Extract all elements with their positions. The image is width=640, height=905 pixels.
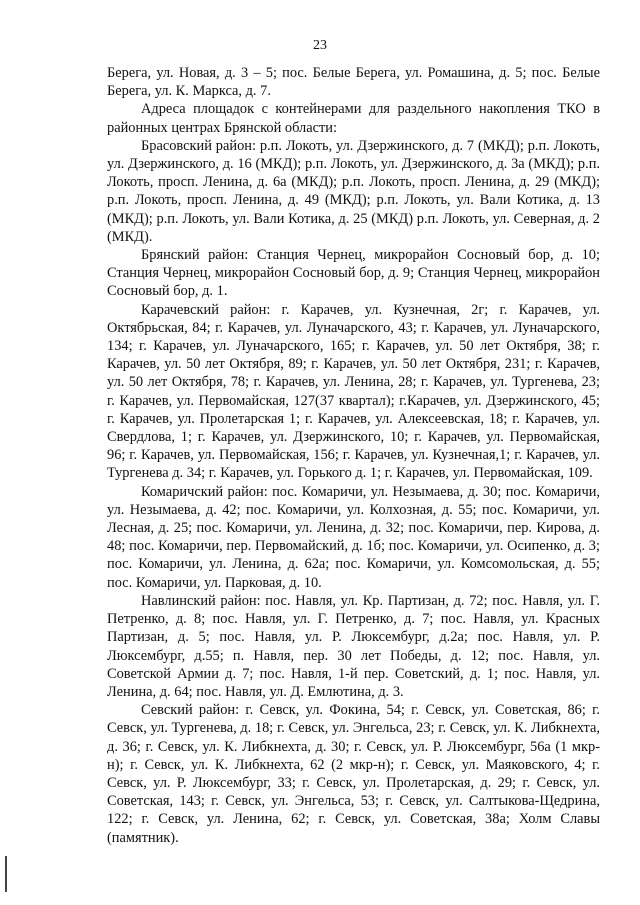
- paragraph-bryansky-district: Брянский район: Станция Чернец, микрорайон Сосновый бор, д. 10; Станция Чернец, микрорайон Сосновый бор, д. 9; Станция Чернец, микрорайон Сосновый бор, д. 1.: [107, 247, 600, 300]
- scan-edge-mark: [5, 856, 7, 892]
- paragraph-brasovsky-district: Брасовский район: р.п. Локоть, ул. Дзержинского, д. 7 (МКД); р.п. Локоть, ул. Дзержинского, д. 16 (МКД); р.п. Локоть, ул. Дзержинского, д. 3а (МКД); р.п. Локоть, просп. Ленина, д. 6а (МКД); р.п. Локоть, просп. Ленина, д. 29 (МКД); р.п. Локоть, просп. Ленина, д. 49 (МКД); р.п. Локоть, ул. Вали Котика, д. 13 (МКД); р.п. Локоть, ул. Вали Котика, д. 25 (МКД) р.п. Локоть, ул. Северная, д. 2 (МКД).: [107, 137, 600, 245]
- paragraph-heading-addresses: Адреса площадок с контейнерами для раздельного накопления ТКО в районных центрах Брянской области:: [107, 101, 600, 136]
- paragraph-karachevsky-district: Карачевский район: г. Карачев, ул. Кузнечная, 2г; г. Карачев, ул. Октябрьская, 84; г. Карачев, ул. Луначарского, 43; г. Карачев, ул. Луначарского, 134; г. Карачев, ул. Луначарского, 165; г. Карачев, ул. 50 лет Октября, 38; г. Карачев, ул. 50 лет Октября, 89; г. Карачев, ул. 50 лет Октября, 231; г. Карачев, ул. 50 лет Октября, 78; г. Карачев, ул. Ленина, 28; г. Карачев, ул. Тургенева, 23; г. Карачев, ул. Первомайская, 127(37 квартал); г.Карачев, ул. Дзержинского, 45; г. Карачев, ул. Пролетарская 1; г. Карачев, ул. Алексеевская, 18; г. Карачев, ул. Свердлова, 1; г. Карачев, ул. Дзержинского, 10; г. Карачев, ул. Первомайская, 96; г. Карачев, ул. Первомайская, 156; г. Карачев, ул. Кузнечная,1; г. Карачев, ул. Тургенева д. 34; г. Карачев, ул. Горького д. 1; г. Карачев, ул. Первомайская, 109.: [107, 301, 600, 482]
- paragraph-navlinsky-district: Навлинский район: пос. Навля, ул. Кр. Партизан, д. 72; пос. Навля, ул. Г. Петренко, д. 8; пос. Навля, ул. Г. Петренко, д. 7; пос. Навля, ул. Красных Партизан, д. 5; пос. Навля, ул. Р. Люксембург, д.2а; пос. Навля, ул. Р. Люксембург, д.55; п. Навля, пер. 30 лет Победы, д. 12; пос. Навля, ул. Советской Армии д. 7; пос. Навля, 1-й пер. Советский, д. 1; пос. Навля, ул. Ленина, д. 64; пос. Навля, ул. Д. Емлютина, д. 3.: [107, 592, 600, 700]
- paragraph-sevsky-district: Севский район: г. Севск, ул. Фокина, 54; г. Севск, ул. Советская, 86; г. Севск, ул. Тургенева, д. 18; г. Севск, ул. Энгельса, 23; г. Севск, ул. К. Либкнехта, д. 36; г. Севск, ул. К. Либкнехта, д. 30; г. Севск, ул. Р. Люксембург, 56а (1 мкр-н); г. Севск, ул. К. Либкнехта, 62 (2 мкр-н); г. Севск, ул. Маяковского, 4; г. Севск, ул. Р. Люксембург, 33; г. Севск, ул. Пролетарская, д. 29; г. Севск, ул. Советская, 143; г. Севск, ул. Энгельса, 53; г. Севск, ул. Салтыкова-Щедрина, 122; г. Севск, ул. Ленина, 62; г. Севск, ул. Советская, 38а; Холм Славы (памятник).: [107, 702, 600, 846]
- document-body: [107, 64, 600, 847]
- paragraph-continuation: Берега, ул. Новая, д. 3 – 5; пос. Белые Берега, ул. Ромашина, д. 5; пос. Белые Берега, ул. К. Маркса, д. 7.: [107, 65, 600, 100]
- page-number: 23: [313, 38, 327, 53]
- paragraph-komarichsky-district: Комаричский район: пос. Комаричи, ул. Незымаева, д. 30; пос. Комаричи, ул. Незымаева, д. 42; пос. Комаричи, ул. Колхозная, д. 55; пос. Комаричи, ул. Лесная, д. 25; пос. Комаричи, ул. Ленина, д. 32; пос. Комаричи, пер. Кирова, д. 48; пос. Комаричи, пер. Первомайский, д. 1б; пос. Комаричи, ул. Осипенко, д. 3; пос. Комаричи, ул. Ленина, д. 62а; пос. Комаричи, ул. Комсомольская, д. 55; пос. Комаричи, ул. Парковая, д. 10.: [107, 483, 600, 591]
